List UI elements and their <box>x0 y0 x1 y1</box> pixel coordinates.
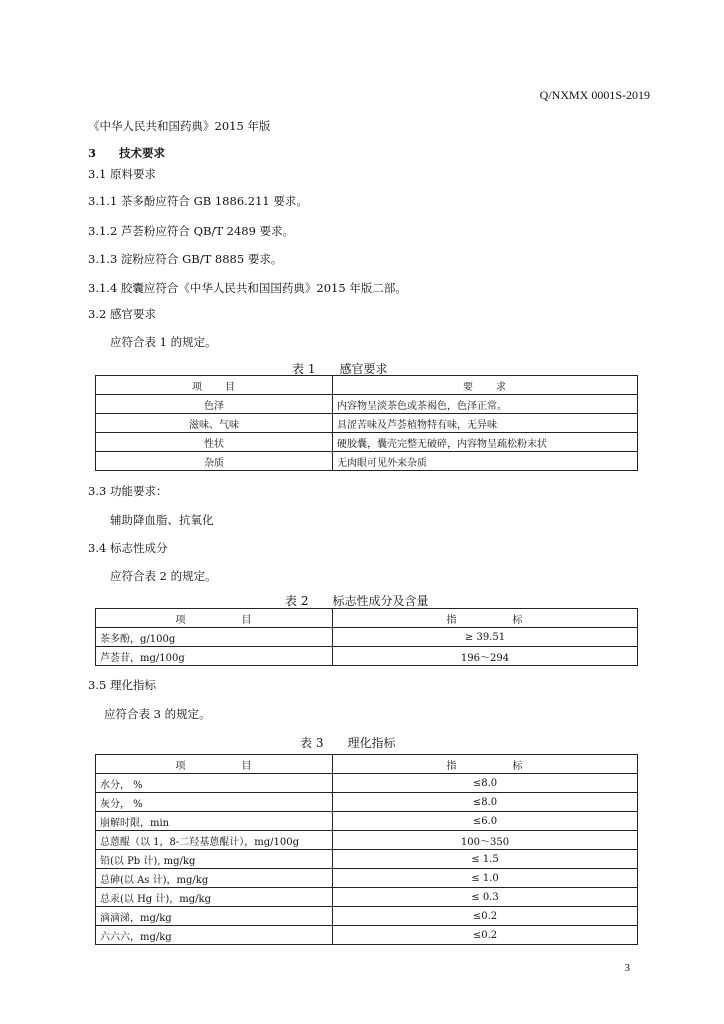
section-3-1-4: 3.1.4 胶囊应符合《中华人民共和国国药典》2015 年版二部。 <box>88 281 407 295</box>
table-cell: ≤0.2 <box>333 926 638 945</box>
table-cell: ≤8.0 <box>333 774 638 793</box>
table-header-cell: 项 目 <box>96 755 333 774</box>
section-3-4-text: 应符合表 2 的规定。 <box>110 569 217 583</box>
table1-caption: 表 1 感官要求 <box>292 362 388 376</box>
section-3-2-heading: 3.2 感官要求 <box>88 307 156 321</box>
table-cell: 滋味、气味 <box>96 414 333 433</box>
table-cell: 滴滴涕，mg/kg <box>96 907 333 926</box>
section-3-4-heading: 3.4 标志性成分 <box>88 541 168 555</box>
table-row <box>96 414 638 433</box>
table1 <box>95 375 638 471</box>
table-cell: 茶多酚，g/100g <box>96 628 333 647</box>
table-header-cell: 指 标 <box>333 755 638 774</box>
section-3-3-text: 辅助降血脂、抗氧化 <box>110 513 214 527</box>
table-header-cell: 项 目 <box>96 609 333 628</box>
table-cell: 具涩苦味及芦荟植物特有味，无异味 <box>333 414 638 433</box>
table-row <box>96 812 638 831</box>
table-cell: 色泽 <box>96 395 333 414</box>
table-cell: ≤ 1.5 <box>333 850 638 869</box>
table-cell: ≤0.2 <box>333 907 638 926</box>
table-cell: 芦荟苷，mg/100g <box>96 647 333 666</box>
table-cell: 铅(以 Pb 计), mg/kg <box>96 850 333 869</box>
table-cell: 杂质 <box>96 452 333 471</box>
table-cell: 水分， % <box>96 774 333 793</box>
table-row <box>96 647 638 666</box>
table3-caption: 表 3 理化指标 <box>300 736 396 750</box>
section-3-1-2: 3.1.2 芦荟粉应符合 QB/T 2489 要求。 <box>88 224 295 238</box>
table-cell: 六六六，mg/kg <box>96 926 333 945</box>
table-header-row <box>96 376 638 395</box>
table-cell: 196～294 <box>333 647 638 666</box>
table-row <box>96 888 638 907</box>
table-cell: 总汞(以 Hg 计)，mg/kg <box>96 888 333 907</box>
table-cell: 内容物呈淡茶色或茶褐色，色泽正常。 <box>333 395 638 414</box>
table2 <box>95 608 638 666</box>
table-row <box>96 869 638 888</box>
table-row <box>96 774 638 793</box>
table-cell: ≥ 39.51 <box>333 628 638 647</box>
table-row <box>96 831 638 850</box>
table-row <box>96 926 638 945</box>
table-row <box>96 452 638 471</box>
table-header-row <box>96 755 638 774</box>
section-3-5-text: 应符合表 3 的规定。 <box>104 707 211 721</box>
section-3-1-heading: 3.1 原料要求 <box>88 167 156 181</box>
table-header-cell: 项 目 <box>96 376 333 395</box>
table-row <box>96 628 638 647</box>
table-cell: 100～350 <box>333 831 638 850</box>
table-cell: 总砷(以 As 计)，mg/kg <box>96 869 333 888</box>
table-cell: ≤ 1.0 <box>333 869 638 888</box>
table-header-cell: 要 求 <box>333 376 638 395</box>
table-cell: 崩解时限，min <box>96 812 333 831</box>
table-cell: ≤ 0.3 <box>333 888 638 907</box>
table2-caption: 表 2 标志性成分及含量 <box>285 594 429 608</box>
table3 <box>95 754 638 945</box>
table-header-cell: 指 标 <box>333 609 638 628</box>
table-row <box>96 907 638 926</box>
table-cell: ≤6.0 <box>333 812 638 831</box>
table-row <box>96 433 638 452</box>
table-cell: ≤8.0 <box>333 793 638 812</box>
page-number: 3 <box>624 962 630 974</box>
section-3-1-3: 3.1.3 淀粉应符合 GB/T 8885 要求。 <box>88 252 283 266</box>
table-row <box>96 793 638 812</box>
pharmacopoeia-reference: 《中华人民共和国药典》2015 年版 <box>88 119 271 133</box>
table-cell: 性状 <box>96 433 333 452</box>
table-cell: 无肉眼可见外来杂质 <box>333 452 638 471</box>
table-cell: 总蒽醌（以 1，8-二羟基蒽醌计），mg/100g <box>96 831 333 850</box>
table-cell: 硬胶囊，囊壳完整无破碎，内容物呈疏松粉末状 <box>333 433 638 452</box>
section-3-heading: 3 技术要求 <box>88 146 166 160</box>
standard-code: Q/NXMX 0001S-2019 <box>539 88 650 102</box>
table-header-row <box>96 609 638 628</box>
table-cell: 灰分， % <box>96 793 333 812</box>
table-row <box>96 850 638 869</box>
section-3-1-1: 3.1.1 茶多酚应符合 GB 1886.211 要求。 <box>88 194 308 208</box>
table-row <box>96 395 638 414</box>
section-3-3-heading: 3.3 功能要求： <box>88 484 168 498</box>
section-3-5-heading: 3.5 理化指标 <box>88 678 156 692</box>
section-3-2-text: 应符合表 1 的规定。 <box>110 335 217 349</box>
